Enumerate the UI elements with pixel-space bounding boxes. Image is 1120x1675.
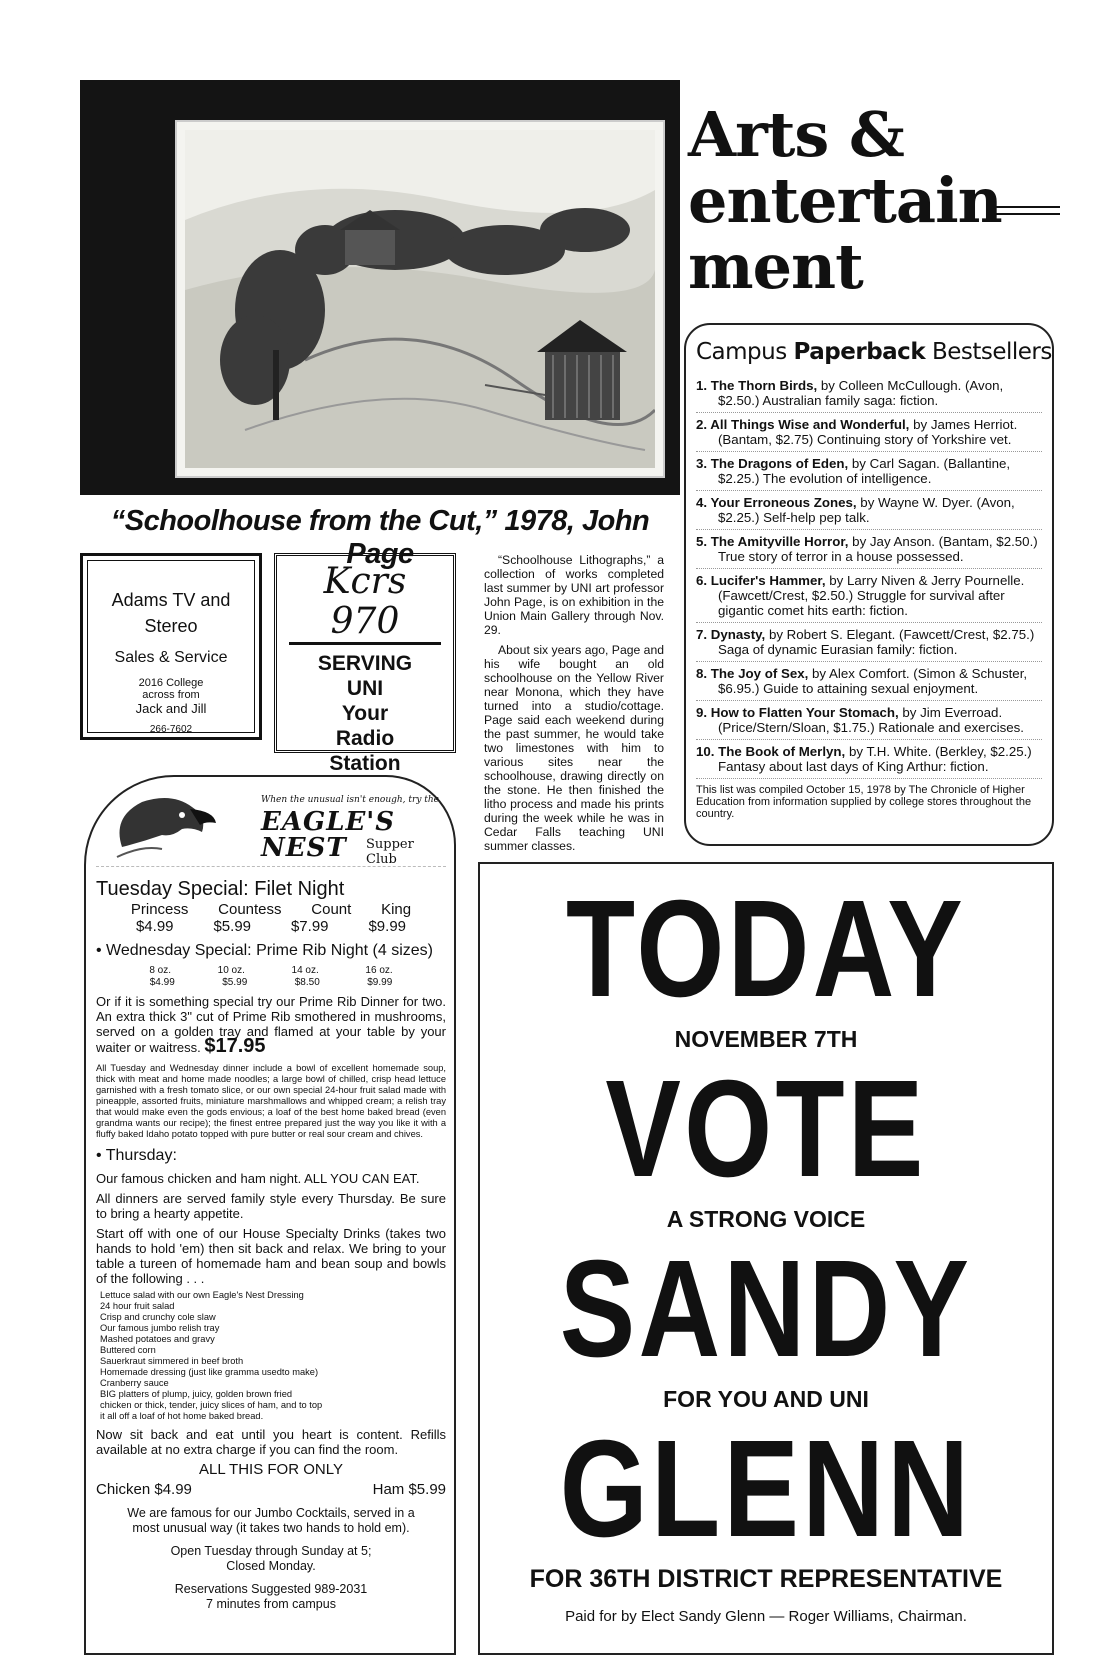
menu-item: Sauerkraut simmered in beef broth [100, 1356, 244, 1366]
tuesday-name: Count [311, 901, 352, 918]
eagles-nest-name-line1: EAGLE'S [261, 807, 396, 837]
adams-tv-address-line3: Jack and Jill [135, 701, 207, 716]
bestsellers-title [696, 339, 1052, 365]
menu-item: BIG platters of plump, juicy, golden brown fried [100, 1389, 293, 1399]
bestseller-item: 5. The Amityville Horror, by Jay Anson. (Bantam, $2.50.) True story of terror in a house possessed. [696, 530, 1042, 569]
wednesday-size: 8 oz. [149, 965, 171, 976]
wednesday-sizes-row [96, 965, 446, 977]
bestsellers-title-campus: Campus [696, 339, 787, 365]
wednesday-size: 14 oz. [291, 965, 319, 976]
reservations-text [96, 1582, 446, 1612]
kcrs-radio-ad [274, 553, 456, 775]
hours-line: Open Tuesday through Sunday at 5; [170, 1544, 372, 1558]
vote-strong-voice: A STRONG VOICE [666, 1206, 866, 1232]
menu-item: Buttered corn [100, 1345, 156, 1355]
menu-item: Our famous jumbo relish tray [100, 1323, 220, 1333]
adams-tv-service: Sales & Service [114, 649, 228, 666]
vote-vote: VOTE [605, 1052, 927, 1206]
section-title [688, 98, 1068, 303]
vote-today: TODAY [565, 872, 967, 1026]
wednesday-price: $4.99 [149, 977, 175, 988]
bestseller-item: 1. The Thorn Birds, by Colleen McCullough. (Avon, $2.50.) Australian family saga: fiction. [696, 374, 1042, 413]
adams-tv-address-line1: 2016 College [138, 677, 204, 689]
vote-date: NOVEMBER 7TH [674, 1026, 858, 1052]
distance-line: 7 minutes from campus [206, 1597, 336, 1611]
section-title-line2: entertain [688, 164, 1002, 237]
prime-rib-text: Or if it is something special try our Prime Rib Dinner for two. An extra thick 3" cut of Prime Rib smothered in mushrooms, served on a golden tray and flamed at your table by your waiter or waitress. [96, 994, 446, 1055]
hours-text [96, 1544, 446, 1574]
kcrs-line-serving: SERVING [317, 652, 413, 675]
tuesday-names-row [96, 901, 446, 918]
kcrs-line-uni: UNI [346, 677, 384, 700]
menu-item: Crisp and crunchy cole slaw [100, 1312, 216, 1322]
menu-item: 24 hour fruit salad [100, 1301, 175, 1311]
vote-for-you: FOR YOU AND UNI [663, 1386, 869, 1412]
thursday-heading: • Thursday: [96, 1147, 177, 1164]
reservations-line: Reservations Suggested 989-2031 [174, 1582, 368, 1596]
menu-item: Mashed potatoes and gravy [100, 1334, 215, 1344]
thursday-paragraph: Our famous chicken and ham night. ALL YOU CAN EAT. [96, 1171, 420, 1186]
lithograph-article [484, 553, 664, 859]
bestseller-item: 9. How to Flatten Your Stomach, by Jim Everroad. (Price/Stern/Sloan, $1.75.) Rationale and exercises. [696, 701, 1042, 740]
all-this-for-only: ALL THIS FOR ONLY [199, 1461, 343, 1478]
wednesday-price: $9.99 [367, 977, 393, 988]
bestsellers-box [684, 323, 1054, 846]
adams-tv-name [88, 587, 254, 639]
thursday-paragraph: Start off with one of our House Specialty Drinks (takes two hands to hold 'em) then sit back and relax. We bring to your table a tureen of homemade ham and bean soup and bowls of the following . . . [96, 1226, 446, 1286]
ham-price: Ham $5.99 [372, 1481, 446, 1498]
wednesday-price: $5.99 [222, 977, 248, 988]
adams-tv-name-line2: Stereo [144, 616, 198, 636]
tuesday-special-heading: Tuesday Special: Filet Night [96, 878, 345, 900]
eagle-icon [102, 787, 222, 863]
bestsellers-note: This list was compiled October 15, 1978 by The Chronicle of Higher Education from information supplied by college stores throughout the country. [696, 784, 1032, 820]
refill-text: Now sit back and eat until you heart is content. Refills available at no extra charge if you can find the room. [96, 1427, 446, 1457]
eagles-nest-supper-club: Supper Club [366, 837, 414, 867]
menu-item: Homemade dressing (just like gramma usedto make) [100, 1367, 319, 1377]
vote-sandy: SANDY [559, 1232, 973, 1386]
prime-rib-description [96, 994, 446, 1055]
menu-item: it all off a loaf of hot home baked bread. [100, 1411, 264, 1421]
thursday-menu-list [96, 1290, 446, 1422]
adams-tv-ad-inner [87, 560, 255, 733]
bestsellers-title-paperback: Paperback [793, 339, 926, 365]
menu-item: Cranberry sauce [100, 1378, 169, 1388]
menu-item: Lettuce salad with our own Eagle's Nest Dressing [100, 1290, 304, 1300]
thursday-paragraph: All dinners are served family style every Thursday. Be sure to bring a hearty appetite. [96, 1191, 446, 1221]
cocktails-text: We are famous for our Jumbo Cocktails, served in a most unusual way (it takes two hands to hold em). [127, 1506, 415, 1535]
kcrs-line-station: Station [329, 752, 401, 775]
kcrs-logo: Kcrs 970 [289, 562, 441, 645]
vote-glenn: GLENN [559, 1412, 973, 1566]
wednesday-size: 10 oz. [217, 965, 245, 976]
artwork-caption: “Schoolhouse from the Cut,” 1978, John Page [110, 505, 650, 570]
schoolhouse-lithograph-image [185, 130, 655, 468]
thursday-prices-row [96, 1481, 446, 1498]
tuesday-price: $4.99 [135, 918, 174, 935]
eagles-nest-tagline: When the unusual isn't enough, try the [261, 795, 440, 805]
wednesday-prices-row [96, 977, 446, 989]
tuesday-price: $5.99 [213, 918, 252, 935]
eagles-nest-header [96, 787, 446, 867]
vote-sandy-glenn-ad [478, 862, 1054, 1655]
hours-line: Closed Monday. [226, 1559, 316, 1573]
included-description: All Tuesday and Wednesday dinner include a bowl of excellent homemade soup, thick with meat and home made noodles; a large bowl of chilled, crisp head lettuce garnished with a fresh tomato slice, or our own special 24-hour fruit salad made with pineapple, assorted fruits, miniature marshmallows and whipped cream; a relish tray that would make even the gods envious; a loaf of the best home baked bread (even grandma wants our recipe); the finest entree prepared just the way you like it with a fluffy baked Idaho potato topped with pure butter or real sour cream and chives. [96, 1063, 446, 1139]
bestseller-item: 3. The Dragons of Eden, by Carl Sagan. (Ballantine, $2.25.) The evolution of intelligence. [696, 452, 1042, 491]
chicken-price: Chicken $4.99 [96, 1481, 192, 1498]
bestseller-item: 8. The Joy of Sex, by Alex Comfort. (Simon & Schuster, $6.95.) Guide to attaining sexual enjoyment. [696, 662, 1042, 701]
section-title-line3: ment [688, 230, 863, 303]
tuesday-name: Countess [218, 901, 282, 918]
bestsellers-title-bestsellers: Bestsellers [931, 339, 1052, 365]
adams-tv-phone: 266-7602 [149, 724, 193, 735]
tuesday-name: King [381, 901, 412, 918]
tuesday-price: $7.99 [290, 918, 329, 935]
adams-tv-ad [80, 553, 262, 740]
section-title-line1: Arts & [688, 98, 904, 171]
eagles-nest-ad [84, 775, 456, 1655]
artwork-mat [175, 120, 665, 478]
bestseller-item: 6. Lucifer's Hammer, by Larry Niven & Jerry Pournelle. (Fawcett/Crest, $2.50.) Struggle for survival after gigantic comet hits earth: fiction. [696, 569, 1042, 623]
bestseller-item: 7. Dynasty, by Robert S. Elegant. (Fawcett/Crest, $2.75.) Saga of dynamic Eurasian family: fiction. [696, 623, 1042, 662]
wednesday-price: $8.50 [294, 977, 320, 988]
tuesday-name: Princess [130, 901, 189, 918]
adams-tv-address [88, 677, 254, 716]
wednesday-special-heading: • Wednesday Special: Prime Rib Night (4 sizes) [96, 942, 433, 959]
kcrs-line-your: Your [341, 702, 389, 725]
adams-tv-name-line1: Adams TV and [111, 590, 231, 610]
kcrs-line-radio: Radio [335, 727, 395, 750]
tuesday-prices-row [96, 918, 446, 935]
adams-tv-address-line2: across from [142, 689, 200, 701]
article-paragraph: “Schoolhouse Lithographs,” a collection of works completed last summer by UNI art professor John Page, is on exhibition in the Union Main Gallery through Nov. 29. [484, 553, 664, 637]
wednesday-size: 16 oz. [365, 965, 393, 976]
bestseller-item: 10. The Book of Merlyn, by T.H. White. (Berkley, $2.25.) Fantasy about last days of King Arthur: fiction. [696, 740, 1042, 779]
artwork-frame [80, 80, 680, 495]
bestseller-item: 2. All Things Wise and Wonderful, by James Herriot. (Bantam, $2.75) Continuing story of Yorkshire vet. [696, 413, 1042, 452]
section-title-rule [990, 206, 1060, 215]
tuesday-price: $9.99 [368, 918, 407, 935]
eagles-nest-name-line2: NEST [261, 833, 347, 863]
bestseller-item: 4. Your Erroneous Zones, by Wayne W. Dyer. (Avon, $2.25.) Self-help pep talk. [696, 491, 1042, 530]
menu-item: chicken or thick, tender, juicy slices of ham, and to top [100, 1400, 323, 1410]
vote-paid-for: Paid for by Elect Sandy Glenn — Roger Williams, Chairman. [565, 1608, 967, 1625]
prime-rib-price: $17.95 [204, 1035, 266, 1057]
vote-district: FOR 36TH DISTRICT REPRESENTATIVE [529, 1565, 1003, 1593]
article-paragraph: About six years ago, Page and his wife bought an old schoolhouse on the Yellow River near Monona, which they have turned into a studio/cottage. Page said each weekend during the past summer, he would take two limestones with him to various sites near the schoolhouse, drawing directly on the stone. He then finished the litho process and made his prints during the week while he was in Cedar Falls teaching UNI summer classes. [484, 643, 664, 853]
